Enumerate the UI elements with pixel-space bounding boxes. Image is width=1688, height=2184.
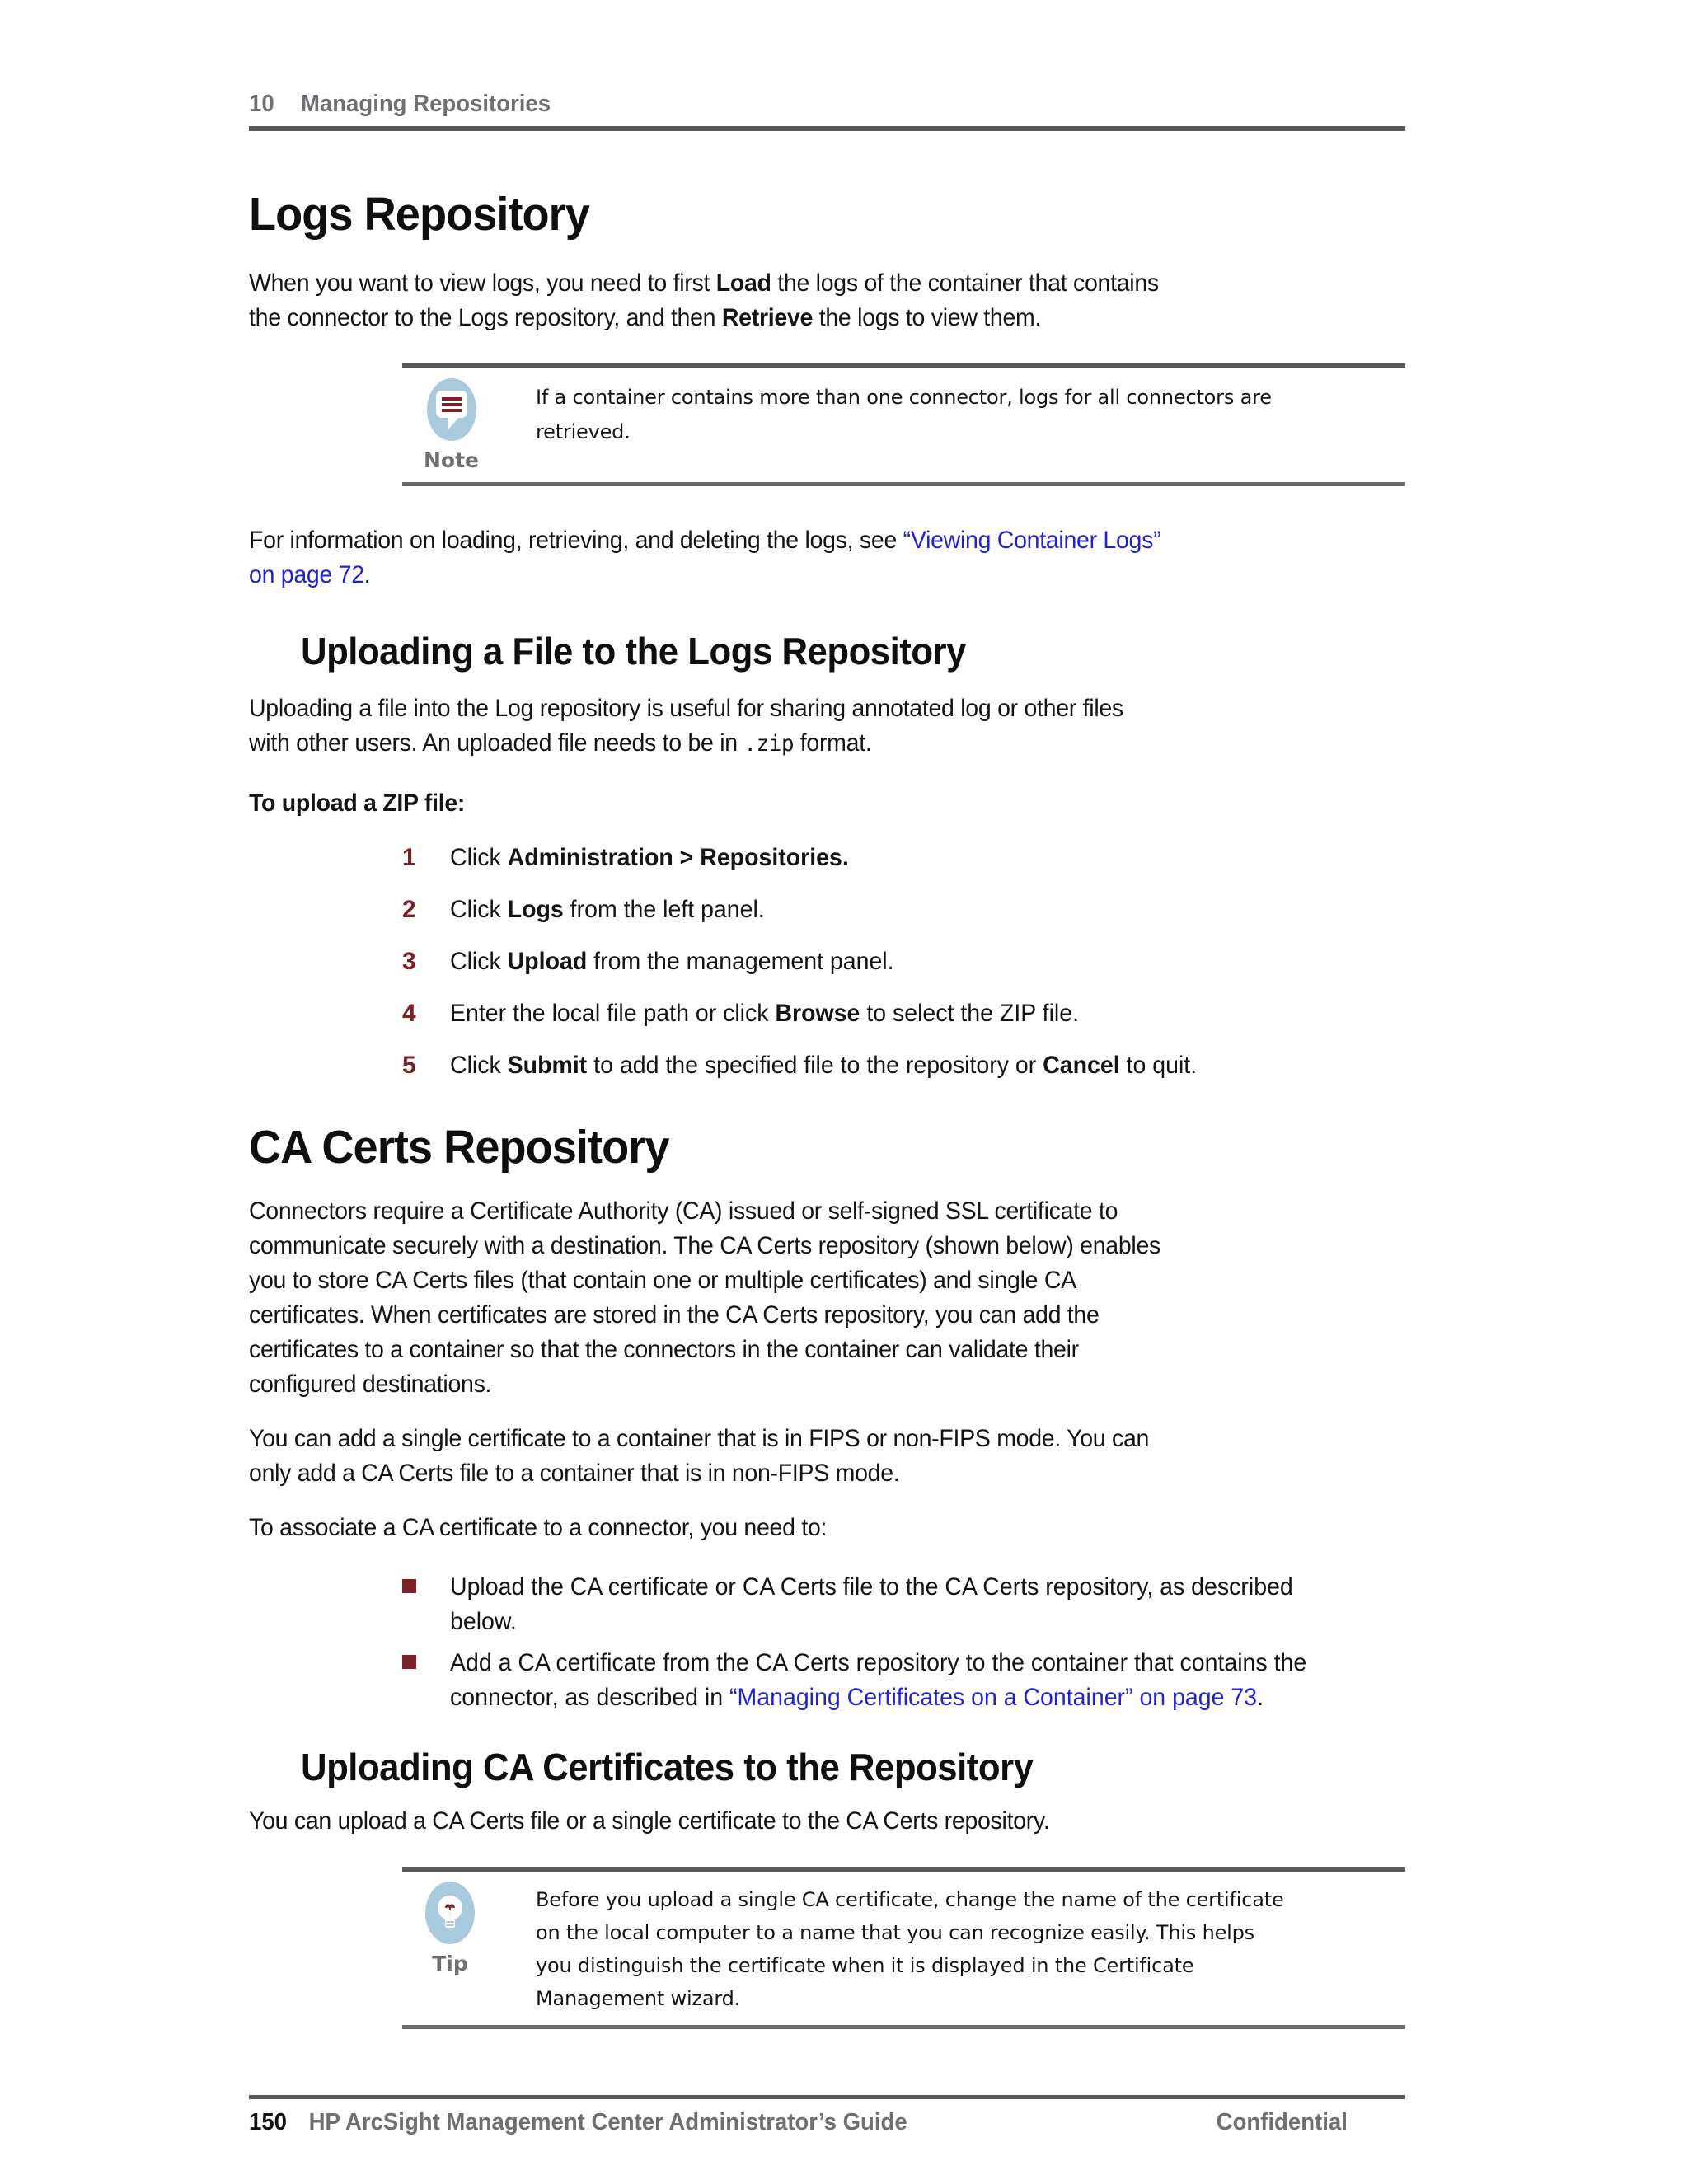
step-number: 2	[402, 896, 416, 923]
page-number: 150	[249, 2109, 287, 2135]
header-rule	[249, 126, 1405, 131]
subsection-heading-upload-file: Uploading a File to the Logs Repository	[301, 630, 966, 673]
step-text: Click Logs from the left panel.	[450, 896, 765, 923]
procedure-title: To upload a ZIP file:	[249, 790, 466, 817]
tip-label: Tip	[432, 1952, 468, 1975]
chapter-number: 10	[249, 91, 274, 117]
light-bulb-icon	[424, 1880, 476, 1949]
inline-code: .zip	[743, 731, 795, 757]
note-box	[402, 363, 1405, 486]
paragraph-info-link: For information on loading, retrieving, and deleting the logs, see “Viewing Container Logs” on page 72.	[249, 527, 1161, 588]
step-text: Click Upload from the management panel.	[450, 948, 894, 975]
step-number: 1	[402, 844, 416, 871]
bullet-item-upload	[402, 1570, 1405, 1639]
bullet-list	[402, 1570, 1405, 1715]
footer-rule	[249, 2095, 1405, 2099]
cross-reference-link[interactable]: on page 72	[249, 561, 364, 588]
confidential-label: Confidential	[1216, 2109, 1348, 2135]
cross-reference-link[interactable]: “Managing Certificates on a Container” on page 73	[729, 1684, 1258, 1711]
step-text: Enter the local file path or click Browse to select the ZIP file.	[450, 1000, 1080, 1027]
page-footer	[249, 2095, 1405, 2136]
bullet-text: Add a CA certificate from the CA Certs repository to the container that contains the connector, as described in “Managing Certificates on a Container” on page 73.	[450, 1649, 1307, 1711]
section-heading-logs-repository: Logs Repository	[249, 188, 589, 241]
numbered-steps	[402, 843, 1405, 1080]
tip-text: Before you upload a single CA certificate, change the name of the certificate on the local computer to a name that you can recognize easily. This helps you distinguish the certificate when it is displayed in the Certificate Management wizard.	[536, 1888, 1284, 2010]
note-text: If a container contains more than one connector, logs for all connectors are retrieved.	[536, 386, 1272, 443]
step-number: 3	[402, 948, 416, 975]
step-4	[402, 999, 1405, 1029]
tip-box	[402, 1867, 1405, 2029]
step-1	[402, 843, 1405, 873]
section-heading-ca-certs: CA Certs Repository	[249, 1121, 669, 1174]
step-number: 4	[402, 1000, 416, 1027]
paragraph-ca-2: You can add a single certificate to a container that is in FIPS or non-FIPS mode. You can only add a CA Certs file to a container that is in non-FIPS mode.	[249, 1425, 1150, 1487]
page-header	[249, 0, 1348, 118]
speech-bubble-icon	[425, 377, 478, 446]
subsection-heading-upload-ca: Uploading CA Certificates to the Repository	[301, 1746, 1034, 1788]
chapter-title: Managing Repositories	[300, 91, 551, 117]
paragraph-intro: When you want to view logs, you need to first Load the logs of the container that contains the connector to the Logs repository, and then Retrieve the logs to view them.	[249, 269, 1159, 331]
bullet-text: Upload the CA certificate or CA Certs file to the CA Certs repository, as described below.	[450, 1573, 1293, 1635]
step-3	[402, 947, 1405, 977]
step-5	[402, 1051, 1405, 1080]
paragraph-ca-3: To associate a CA certificate to a connector, you need to:	[249, 1514, 828, 1541]
guide-title: HP ArcSight Management Center Administrator’s Guide	[308, 2109, 907, 2135]
step-text: Click Submit to add the specified file to the repository or Cancel to quit.	[450, 1052, 1198, 1079]
paragraph-ca-1: Connectors require a Certificate Authority (CA) issued or self-signed SSL certificate to communicate securely with a destination. The CA Certs repository (shown below) enables you to store CA Certs files (that contain one or multiple certificates) and single CA certificates. When certificates are stored in the CA Certs repository, you can add the certificates to a container so that the connectors in the container can validate their configured destinations.	[249, 1197, 1161, 1398]
step-2	[402, 895, 1405, 925]
paragraph-upload-ca: You can upload a CA Certs file or a single certificate to the CA Certs repository.	[249, 1807, 1050, 1835]
bullet-item-add	[402, 1646, 1405, 1715]
step-text: Click Administration > Repositories.	[450, 844, 849, 871]
bullet-marker	[402, 1570, 450, 1639]
step-number: 5	[402, 1052, 416, 1079]
note-label: Note	[424, 448, 480, 472]
paragraph-upload-file: Uploading a file into the Log repository is useful for sharing annotated log or other files with other users. An uploaded file needs to be in .zip format.	[249, 695, 1123, 757]
bullet-marker	[402, 1646, 450, 1715]
cross-reference-link[interactable]: “Viewing Container Logs”	[903, 527, 1161, 554]
